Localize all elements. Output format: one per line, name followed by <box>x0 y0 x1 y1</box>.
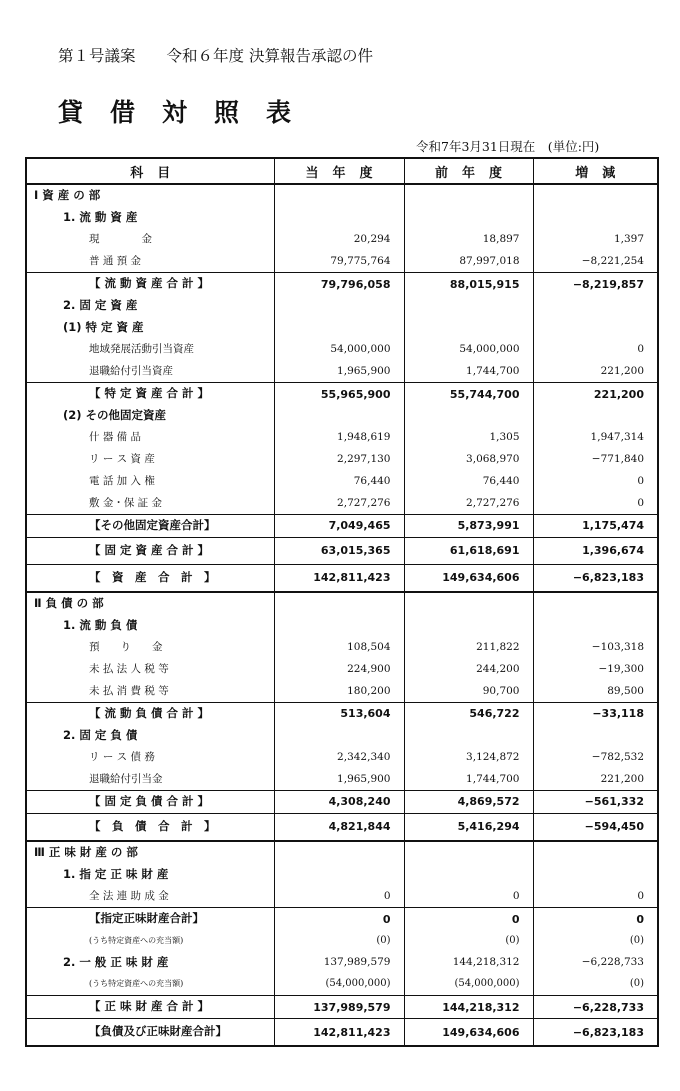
row-label: 【 負 債 合 計 】 <box>26 813 274 841</box>
table-row <box>26 592 658 615</box>
change-value: −6,823,183 <box>533 1019 658 1047</box>
current-value: 142,811,423 <box>274 1019 404 1047</box>
table-row <box>26 564 658 592</box>
current-value: 4,821,844 <box>274 813 404 841</box>
change-value: (0) <box>533 930 658 952</box>
row-label: 【指定正味財産合計】 <box>26 908 274 930</box>
change-value: 221,200 <box>533 768 658 790</box>
table-row <box>26 952 658 974</box>
change-value: 1,175,474 <box>533 514 658 537</box>
previous-value: 211,822 <box>404 636 533 658</box>
current-value: 108,504 <box>274 636 404 658</box>
previous-value <box>404 184 533 207</box>
table-row <box>26 996 658 1019</box>
row-label: 未 払 消 費 税 等 <box>26 680 274 702</box>
row-label: 什 器 備 品 <box>26 427 274 449</box>
current-value: 7,049,465 <box>274 514 404 537</box>
previous-value: 244,200 <box>404 658 533 680</box>
table-row <box>26 768 658 790</box>
column-header-change: 増減 <box>533 158 658 184</box>
current-value: 79,796,058 <box>274 273 404 295</box>
change-value: −6,228,733 <box>533 996 658 1019</box>
balance-sheet-table <box>25 157 659 1047</box>
current-value: 142,811,423 <box>274 564 404 592</box>
previous-value <box>404 864 533 886</box>
table-row <box>26 746 658 768</box>
previous-value <box>404 207 533 229</box>
change-value <box>533 405 658 427</box>
row-label: 普 通 預 金 <box>26 250 274 272</box>
previous-value: 87,997,018 <box>404 250 533 272</box>
row-label: 2. 固 定 負 債 <box>26 725 274 747</box>
row-label: リ ー ス 資 産 <box>26 449 274 471</box>
change-value: −594,450 <box>533 813 658 841</box>
current-value <box>274 295 404 317</box>
previous-value <box>404 592 533 615</box>
row-label: 1. 流 動 負 債 <box>26 615 274 637</box>
change-value: 0 <box>533 470 658 492</box>
current-value: 1,948,619 <box>274 427 404 449</box>
previous-value: 149,634,606 <box>404 564 533 592</box>
table-row <box>26 514 658 537</box>
change-value <box>533 592 658 615</box>
current-value: 76,440 <box>274 470 404 492</box>
change-value <box>533 615 658 637</box>
row-label: (2) その他固定資産 <box>26 405 274 427</box>
change-value: 0 <box>533 885 658 907</box>
current-value: 180,200 <box>274 680 404 702</box>
table-row <box>26 537 658 564</box>
row-label: 【その他固定資産合計】 <box>26 514 274 537</box>
current-value <box>274 317 404 339</box>
previous-value: (54,000,000) <box>404 974 533 996</box>
row-label: 預 り 金 <box>26 636 274 658</box>
row-label: 1. 指 定 正 味 財 産 <box>26 864 274 886</box>
change-value: 1,947,314 <box>533 427 658 449</box>
row-label: (うち特定資産への充当額) <box>26 974 274 996</box>
table-row <box>26 339 658 361</box>
row-label: 現 金 <box>26 229 274 251</box>
current-value: 4,308,240 <box>274 790 404 813</box>
previous-value: 76,440 <box>404 470 533 492</box>
previous-value <box>404 615 533 637</box>
current-value: 137,989,579 <box>274 996 404 1019</box>
table-row <box>26 702 658 724</box>
current-value: 2,297,130 <box>274 449 404 471</box>
row-label: 未 払 法 人 税 等 <box>26 658 274 680</box>
row-label: 電 話 加 入 権 <box>26 470 274 492</box>
change-value <box>533 207 658 229</box>
table-row <box>26 492 658 514</box>
previous-value: 3,068,970 <box>404 449 533 471</box>
table-row <box>26 864 658 886</box>
table-row <box>26 427 658 449</box>
row-label: Ⅰ 資 産 の 部 <box>26 184 274 207</box>
agenda-number: 第１号議案 <box>58 47 136 65</box>
change-value: (0) <box>533 974 658 996</box>
previous-value <box>404 295 533 317</box>
table-row <box>26 885 658 907</box>
previous-value: 1,744,700 <box>404 768 533 790</box>
table-row <box>26 790 658 813</box>
current-value: 63,015,365 <box>274 537 404 564</box>
previous-value: (0) <box>404 930 533 952</box>
previous-value: 2,727,276 <box>404 492 533 514</box>
previous-value: 88,015,915 <box>404 273 533 295</box>
change-value: −6,823,183 <box>533 564 658 592</box>
previous-value: 90,700 <box>404 680 533 702</box>
current-value: 2,342,340 <box>274 746 404 768</box>
table-row <box>26 725 658 747</box>
current-value: (0) <box>274 930 404 952</box>
current-value <box>274 725 404 747</box>
table-row <box>26 813 658 841</box>
table-row <box>26 974 658 996</box>
table-row <box>26 908 658 930</box>
table-row <box>26 360 658 382</box>
previous-value: 61,618,691 <box>404 537 533 564</box>
change-value: 0 <box>533 339 658 361</box>
change-value: −19,300 <box>533 658 658 680</box>
row-label: Ⅲ 正 味 財 産 の 部 <box>26 841 274 864</box>
current-value: 137,989,579 <box>274 952 404 974</box>
table-row <box>26 841 658 864</box>
current-value: 55,965,900 <box>274 383 404 405</box>
change-value: 1,397 <box>533 229 658 251</box>
current-value: 2,727,276 <box>274 492 404 514</box>
current-value: (54,000,000) <box>274 974 404 996</box>
previous-value <box>404 725 533 747</box>
table-row <box>26 229 658 251</box>
table-row <box>26 680 658 702</box>
row-label: 【 流 動 資 産 合 計 】 <box>26 273 274 295</box>
change-value <box>533 725 658 747</box>
table-row <box>26 207 658 229</box>
change-value <box>533 295 658 317</box>
current-value: 20,294 <box>274 229 404 251</box>
current-value: 79,775,764 <box>274 250 404 272</box>
change-value: 89,500 <box>533 680 658 702</box>
current-value: 1,965,900 <box>274 768 404 790</box>
table-header-row <box>26 158 658 184</box>
previous-value: 5,416,294 <box>404 813 533 841</box>
previous-value: 1,744,700 <box>404 360 533 382</box>
table-row <box>26 250 658 272</box>
column-header-account: 科目 <box>26 158 274 184</box>
column-header-previous: 前年度 <box>404 158 533 184</box>
row-label: リ ー ス 債 務 <box>26 746 274 768</box>
table-row <box>26 930 658 952</box>
current-value <box>274 864 404 886</box>
as-of-date: 令和7年3月31日現在 (単位:円) <box>416 139 600 154</box>
table-row <box>26 1019 658 1047</box>
previous-value: 54,000,000 <box>404 339 533 361</box>
agenda-heading <box>58 44 373 66</box>
current-value: 513,604 <box>274 702 404 724</box>
row-label: 【 流 動 負 債 合 計 】 <box>26 702 274 724</box>
previous-value: 18,897 <box>404 229 533 251</box>
previous-value: 0 <box>404 885 533 907</box>
change-value: 221,200 <box>533 360 658 382</box>
row-label: Ⅱ 負 債 の 部 <box>26 592 274 615</box>
change-value: 1,396,674 <box>533 537 658 564</box>
current-value: 0 <box>274 885 404 907</box>
table-row <box>26 383 658 405</box>
row-label: 【 特 定 資 産 合 計 】 <box>26 383 274 405</box>
row-label: 2. 固 定 資 産 <box>26 295 274 317</box>
row-label: 【負債及び正味財産合計】 <box>26 1019 274 1047</box>
row-label: 退職給付引当金 <box>26 768 274 790</box>
previous-value: 55,744,700 <box>404 383 533 405</box>
current-value <box>274 184 404 207</box>
current-value <box>274 405 404 427</box>
table-row <box>26 449 658 471</box>
table-row <box>26 273 658 295</box>
change-value <box>533 841 658 864</box>
current-value: 54,000,000 <box>274 339 404 361</box>
previous-value <box>404 405 533 427</box>
current-value: 224,900 <box>274 658 404 680</box>
row-label: 【 資 産 合 計 】 <box>26 564 274 592</box>
previous-value: 0 <box>404 908 533 930</box>
previous-value: 546,722 <box>404 702 533 724</box>
table-row <box>26 658 658 680</box>
page-title: 貸借対照表 <box>58 98 319 127</box>
row-label: 1. 流 動 資 産 <box>26 207 274 229</box>
row-label: 【 正 味 財 産 合 計 】 <box>26 996 274 1019</box>
agenda-subject: 令和６年度 決算報告承認の件 <box>166 47 373 65</box>
current-value: 1,965,900 <box>274 360 404 382</box>
row-label: 全 法 連 助 成 金 <box>26 885 274 907</box>
current-value <box>274 207 404 229</box>
previous-value: 4,869,572 <box>404 790 533 813</box>
current-value <box>274 592 404 615</box>
previous-value: 1,305 <box>404 427 533 449</box>
change-value: −6,228,733 <box>533 952 658 974</box>
row-label: 【 固 定 負 債 合 計 】 <box>26 790 274 813</box>
row-label: 地域発展活動引当資産 <box>26 339 274 361</box>
row-label: 敷 金・保 証 金 <box>26 492 274 514</box>
table-row <box>26 295 658 317</box>
table-row <box>26 636 658 658</box>
row-label: (うち特定資産への充当額) <box>26 930 274 952</box>
change-value: −771,840 <box>533 449 658 471</box>
change-value: −33,118 <box>533 702 658 724</box>
previous-value: 144,218,312 <box>404 952 533 974</box>
table-row <box>26 470 658 492</box>
previous-value: 3,124,872 <box>404 746 533 768</box>
table-row <box>26 184 658 207</box>
change-value: −8,221,254 <box>533 250 658 272</box>
change-value <box>533 317 658 339</box>
row-label: 退職給付引当資産 <box>26 360 274 382</box>
current-value: 0 <box>274 908 404 930</box>
change-value: −561,332 <box>533 790 658 813</box>
change-value: −8,219,857 <box>533 273 658 295</box>
previous-value <box>404 317 533 339</box>
table-row <box>26 405 658 427</box>
row-label: (1) 特 定 資 産 <box>26 317 274 339</box>
current-value <box>274 841 404 864</box>
current-value <box>274 615 404 637</box>
change-value <box>533 184 658 207</box>
row-label: 【 固 定 資 産 合 計 】 <box>26 537 274 564</box>
previous-value: 144,218,312 <box>404 996 533 1019</box>
change-value: 0 <box>533 492 658 514</box>
table-row <box>26 615 658 637</box>
previous-value <box>404 841 533 864</box>
previous-value: 5,873,991 <box>404 514 533 537</box>
table-row <box>26 317 658 339</box>
change-value: −103,318 <box>533 636 658 658</box>
change-value: 0 <box>533 908 658 930</box>
change-value: 221,200 <box>533 383 658 405</box>
change-value <box>533 864 658 886</box>
change-value: −782,532 <box>533 746 658 768</box>
previous-value: 149,634,606 <box>404 1019 533 1047</box>
column-header-current: 当年度 <box>274 158 404 184</box>
row-label: 2. 一 般 正 味 財 産 <box>26 952 274 974</box>
